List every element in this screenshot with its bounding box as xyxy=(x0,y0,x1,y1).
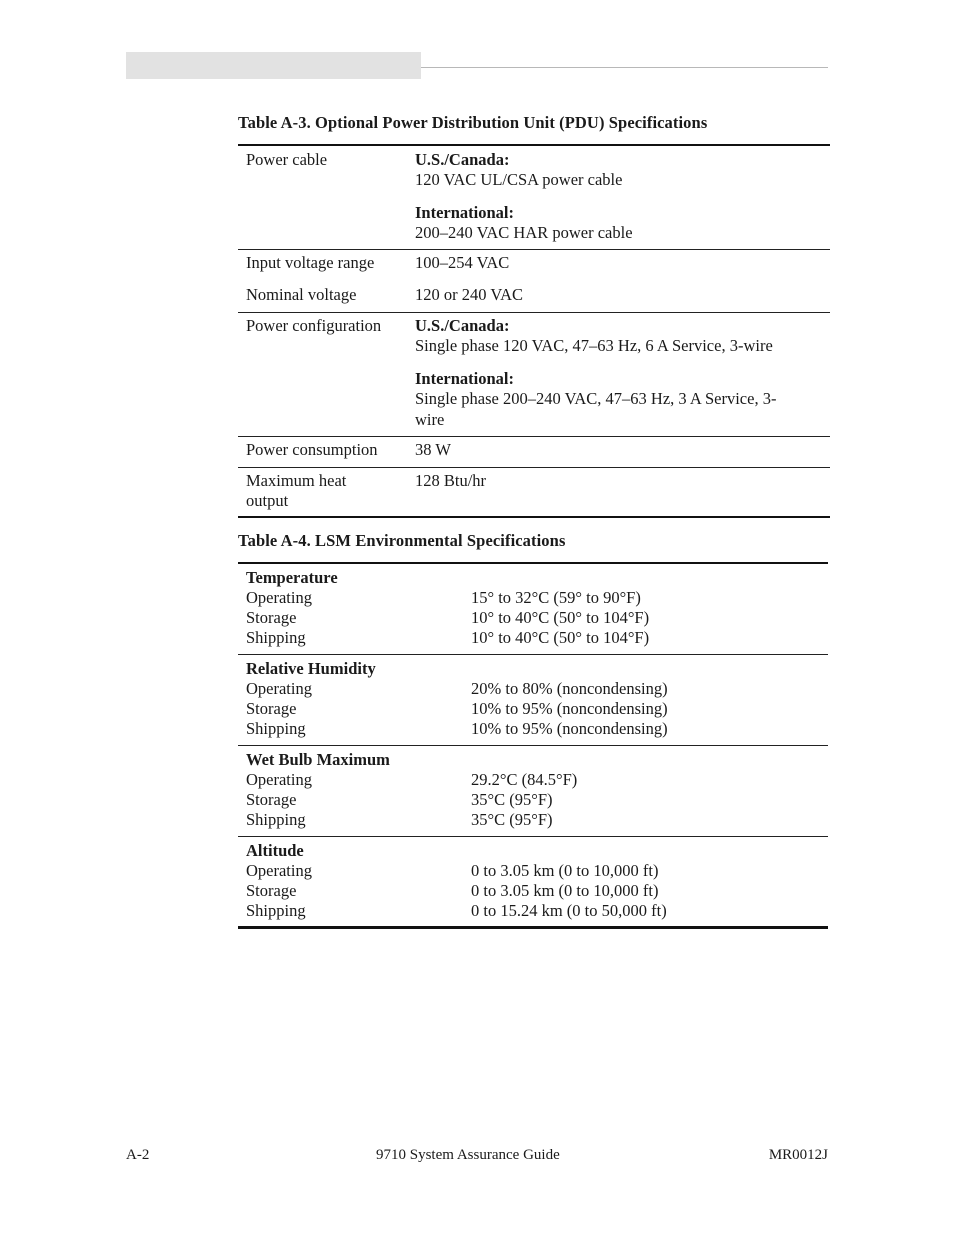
row-label: Shipping xyxy=(246,901,306,920)
row-value: 35°C (95°F) xyxy=(471,810,553,829)
row-value: 0 to 3.05 km (0 to 10,000 ft) xyxy=(471,861,659,880)
table-row-maximum-heat-output xyxy=(238,468,830,516)
row-label: Input voltage range xyxy=(246,253,375,272)
row-label: output xyxy=(246,491,289,510)
row-value: 29.2°C (84.5°F) xyxy=(471,770,578,789)
spec-group-wet-bulb-maximum xyxy=(238,746,828,837)
us-canada-heading: U.S./Canada: xyxy=(415,316,510,335)
table-row-power-configuration xyxy=(238,313,830,437)
row-label: Nominal voltage xyxy=(246,285,357,304)
row-value: 0 to 3.05 km (0 to 10,000 ft) xyxy=(471,881,659,900)
table-a4 xyxy=(238,562,828,929)
page-number: A-2 xyxy=(126,1147,150,1163)
row-value: 128 Btu/hr xyxy=(415,471,487,490)
row-label: Storage xyxy=(246,699,297,718)
row-value: 35°C (95°F) xyxy=(471,790,553,809)
row-label: Shipping xyxy=(246,810,306,829)
row-value: 10% to 95% (noncondensing) xyxy=(471,699,668,718)
header-rule xyxy=(421,67,828,68)
international-heading: International: xyxy=(415,203,514,222)
row-value: wire xyxy=(415,410,445,429)
row-label: Operating xyxy=(246,679,312,698)
row-value: 120 or 240 VAC xyxy=(415,285,524,304)
spec-group-altitude xyxy=(238,837,828,926)
header-bar xyxy=(126,52,421,79)
document-id: MR0012J xyxy=(768,1147,828,1163)
spec-group-temperature xyxy=(238,564,828,655)
us-canada-heading: U.S./Canada: xyxy=(415,150,510,169)
row-label: Power configuration xyxy=(246,316,382,335)
international-heading: International: xyxy=(415,369,514,388)
table-a3-caption: Table A-3. Optional Power Distribution Unit (PDU) Specifications xyxy=(238,113,708,132)
row-value: 15° to 32°C (59° to 90°F) xyxy=(471,588,641,607)
row-value: 120 VAC UL/CSA power cable xyxy=(415,170,623,189)
row-value: 10° to 40°C (50° to 104°F) xyxy=(471,628,650,647)
group-heading: Wet Bulb Maximum xyxy=(246,750,390,769)
table-row-power-cable xyxy=(238,146,830,250)
row-value: 10% to 95% (noncondensing) xyxy=(471,719,668,738)
row-value: 20% to 80% (noncondensing) xyxy=(471,679,668,698)
row-label: Storage xyxy=(246,608,297,627)
table-row-power-consumption xyxy=(238,437,830,468)
row-value: 10° to 40°C (50° to 104°F) xyxy=(471,608,650,627)
row-label: Power consumption xyxy=(246,440,378,459)
row-label: Shipping xyxy=(246,628,306,647)
row-value: 200–240 VAC HAR power cable xyxy=(415,223,633,242)
spec-group-relative-humidity xyxy=(238,655,828,746)
row-value: 100–254 VAC xyxy=(415,253,510,272)
table-a3 xyxy=(238,144,830,518)
row-label: Power cable xyxy=(246,150,328,169)
row-value: 38 W xyxy=(415,440,451,459)
row-value: Single phase 120 VAC, 47–63 Hz, 6 A Service, 3-wire xyxy=(415,336,773,355)
row-label: Operating xyxy=(246,770,312,789)
row-label: Maximum heat xyxy=(246,471,347,490)
group-heading: Temperature xyxy=(246,568,338,587)
row-label: Storage xyxy=(246,790,297,809)
table-a4-caption: Table A-4. LSM Environmental Specifications xyxy=(238,531,566,550)
table-row-voltage xyxy=(238,250,830,313)
document-title: 9710 System Assurance Guide xyxy=(376,1147,560,1163)
row-label: Operating xyxy=(246,588,312,607)
row-label: Shipping xyxy=(246,719,306,738)
row-label: Storage xyxy=(246,881,297,900)
row-value: 0 to 15.24 km (0 to 50,000 ft) xyxy=(471,901,667,920)
group-heading: Relative Humidity xyxy=(246,659,376,678)
row-label: Operating xyxy=(246,861,312,880)
row-value: Single phase 200–240 VAC, 47–63 Hz, 3 A Service, 3- xyxy=(415,389,777,408)
group-heading: Altitude xyxy=(246,841,304,860)
